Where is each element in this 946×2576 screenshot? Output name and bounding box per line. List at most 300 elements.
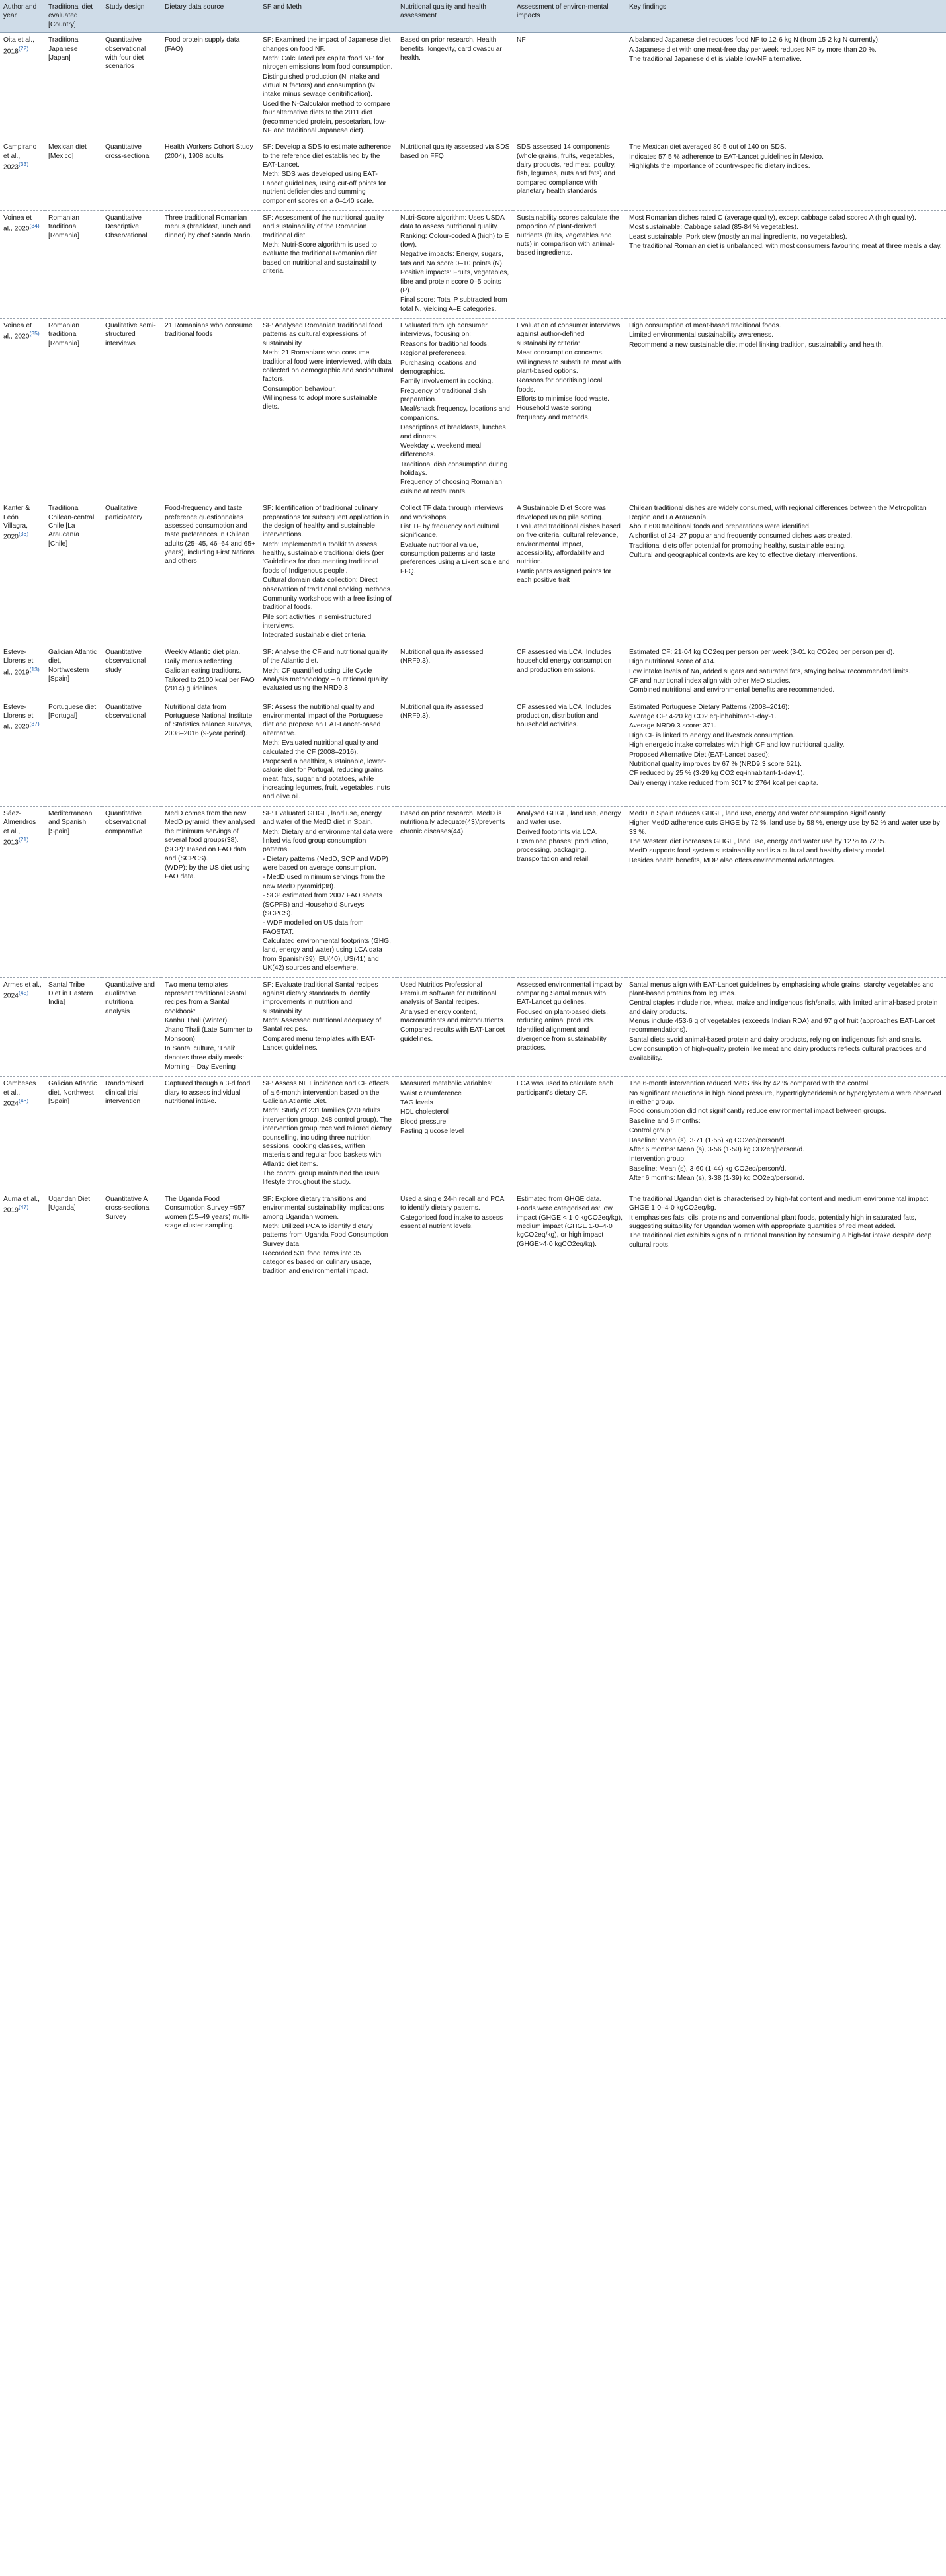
nutrition-line: HDL cholesterol xyxy=(400,1108,449,1116)
reference-link[interactable]: (34) xyxy=(29,222,40,229)
environment-cell xyxy=(513,700,626,806)
sf-meth-line: The control group maintained the usual lifestyle throughout the study. xyxy=(263,1170,381,1186)
author-cell xyxy=(0,140,45,211)
environment-line: Estimated from GHGE data. xyxy=(517,1195,602,1203)
nutrition-line: Purchasing locations and demographics. xyxy=(400,359,477,376)
design-cell xyxy=(102,319,161,501)
sf-meth-line: SF: Develop a SDS to estimate adherence to the reference diet established by the EAT-Lancet. xyxy=(263,144,392,169)
review-table xyxy=(0,0,946,1280)
findings-line: The traditional Ugandan diet is characterised by high-fat content and medium environmental impact GHGE 1·0–4·0 kgCO2eq/kg. xyxy=(629,1195,929,1212)
diet-cell xyxy=(45,645,102,700)
environment-line: Efforts to minimise food waste. xyxy=(517,395,610,403)
findings-line: Menus include 453·6 g of vegetables (exceeds Indian RDA) and 97 g of fruit (approaches EAT-Lancet recommendations). xyxy=(629,1018,935,1034)
findings-line: Limited environmental sustainability awareness. xyxy=(629,331,774,339)
table-row xyxy=(0,140,946,211)
environment-cell xyxy=(513,210,626,318)
source-line: Food-frequency and taste preference questionnaires assessed consumption and taste preferences in Chilean adults (25–45, 46–64 and 65+ years), including First Nations and others xyxy=(165,505,256,565)
source-line: Nutritional data from Portuguese National Institute of Statistics balance surveys, 2008–2016 (9-year period). xyxy=(165,703,253,737)
source-line: Morning – Day Evening xyxy=(165,1063,236,1071)
sf-meth-cell xyxy=(259,140,397,211)
sf-meth-line: Meth: SDS was developed using EAT-Lancet guidelines, using cut-off points for nutrient deficiencies and summing component scores on a 0–140 scale. xyxy=(263,171,386,205)
environment-line: Evaluation of consumer interviews against author-defined sustainability criteria: xyxy=(517,322,621,347)
reference-link[interactable]: (46) xyxy=(18,1097,29,1104)
header-nutrition: Nutritional quality and health assessment xyxy=(397,0,513,33)
environment-line: Meat consumption concerns. xyxy=(517,349,604,357)
environment-line: LCA was used to calculate each participant's dietary CF. xyxy=(517,1080,613,1097)
nutrition-line: Used Nutritics Professional Premium software for nutritional analysis of Santal recipes. xyxy=(400,981,497,1007)
findings-line: No significant reductions in high blood pressure, hypertriglyceridemia or hyperglycaemia were observed in either group. xyxy=(629,1089,941,1106)
sf-meth-line: SF: Evaluated GHGE, land use, energy and water of the MedD diet in Spain. xyxy=(263,810,382,827)
source-line: Food protein supply data (FAO) xyxy=(165,36,240,53)
source-line: Weekly Atlantic diet plan. xyxy=(165,648,241,656)
design-cell xyxy=(102,1192,161,1280)
diet-cell xyxy=(45,1077,102,1192)
environment-line: Household waste sorting frequency and methods. xyxy=(517,405,591,421)
sf-meth-line: Consumption behaviour. xyxy=(263,385,337,393)
table-row xyxy=(0,645,946,700)
sf-meth-line: Willingness to adopt more sustainable diets. xyxy=(263,395,378,411)
nutrition-line: Ranking: Colour-coded A (high) to E (low). xyxy=(400,232,509,249)
sf-meth-line: Meth: Evaluated nutritional quality and calculated the CF (2008–2016). xyxy=(263,739,378,756)
findings-line: Combined nutritional and environmental benefits are recommended. xyxy=(629,686,835,694)
findings-line: Intervention group: xyxy=(629,1155,686,1163)
source-cell xyxy=(161,645,259,700)
header-findings: Key findings xyxy=(626,0,946,33)
environment-line: NF xyxy=(517,36,526,44)
reference-link[interactable]: (47) xyxy=(18,1204,29,1211)
findings-line: Indicates 57·5 % adherence to EAT-Lancet guidelines in Mexico. xyxy=(629,153,824,161)
reference-link[interactable]: (37) xyxy=(29,720,40,727)
design-cell xyxy=(102,645,161,700)
source-line: MedD comes from the new MedD pyramid; they analysed the minimum servings of several food groups(38). xyxy=(165,810,255,844)
environment-cell xyxy=(513,319,626,501)
findings-line: The traditional Japanese diet is viable low-NF alternative. xyxy=(629,55,802,63)
findings-line: Low intake levels of Na, added sugars and saturated fats, staying below recommended limits. xyxy=(629,667,911,675)
sf-meth-line: Used the N-Calculator method to compare four alternative diets to the 2011 diet (recommended protein, pescetarian, low-NF and traditional Japanese diet). xyxy=(263,100,390,134)
diet-line: Romanian traditional [Romania] xyxy=(48,214,79,239)
design-line: Qualitative participatory xyxy=(105,505,143,521)
source-line: Captured through a 3-d food diary to assess individual nutritional intake. xyxy=(165,1080,251,1105)
environment-line: Reasons for prioritising local foods. xyxy=(517,377,603,394)
sf-meth-line: - WDP modelled on US data from FAOSTAT. xyxy=(263,919,364,936)
reference-link[interactable]: (22) xyxy=(18,44,29,52)
design-cell xyxy=(102,806,161,977)
design-line: Quantitative observational xyxy=(105,703,146,720)
findings-line: Baseline: Mean (s), 3·71 (1·55) kg CO2eq/person/d. xyxy=(629,1136,787,1144)
nutrition-line: Categorised food intake to assess essential nutrient levels. xyxy=(400,1214,503,1230)
source-line: (SCP): Based on FAO data and (SCPCS). xyxy=(165,846,247,862)
nutrition-line: Based on prior research, MedD is nutritionally adequate(43)/prevents chronic diseases(44). xyxy=(400,810,505,835)
sf-meth-line: Proposed a healthier, sustainable, lower-calorie diet for Portugal, reducing grains, meat, fats, sugar and potatoes, while increasing legumes, fruit, vegetables, nuts and olive oil. xyxy=(263,757,390,801)
nutrition-cell xyxy=(397,977,513,1077)
environment-line: Foods were categorised as: low impact (GHGE < 1·0 kgCO2eq/kg), medium impact (GHGE 1·0–4·0 kgCO2eq/kg), or high impact (GHGE>4·0 kgCO2eq/kg). xyxy=(517,1205,623,1248)
design-line: Qualitative semi-structured interviews xyxy=(105,322,156,347)
source-cell xyxy=(161,33,259,140)
sf-meth-line: Recorded 531 food items into 35 categories based on culinary usage, tradition and environmental impact. xyxy=(263,1250,372,1275)
environment-line: Focused on plant-based diets, reducing animal products. xyxy=(517,1008,608,1024)
author-cell xyxy=(0,645,45,700)
source-line: Tailored to 2100 kcal per FAO (2014) guidelines xyxy=(165,676,255,693)
header-diet: Traditional diet evaluated [Country] xyxy=(45,0,102,33)
environment-line: Identified alignment and divergence from sustainability practices. xyxy=(517,1026,607,1052)
design-cell xyxy=(102,210,161,318)
table-row xyxy=(0,700,946,806)
nutrition-line: Used a single 24-h recall and PCA to identify dietary patterns. xyxy=(400,1195,504,1212)
findings-line: High energetic intake correlates with high CF and low nutritional quality. xyxy=(629,741,845,749)
findings-line: Food consumption did not significantly reduce environmental impact between groups. xyxy=(629,1108,886,1116)
diet-cell xyxy=(45,140,102,211)
header-design: Study design xyxy=(102,0,161,33)
findings-line: Cultural and geographical contexts are key to effective dietary interventions. xyxy=(629,552,858,559)
environment-line: Evaluated traditional dishes based on five criteria: cultural relevance, environmental impact, accessibility, affordability and nutrition. xyxy=(517,522,621,566)
findings-line: The Western diet increases GHGE, land use, energy and water use by 12 % to 72 %. xyxy=(629,837,886,845)
sf-meth-line: SF: Assessment of the nutritional quality and sustainability of the Romanian traditional diet. xyxy=(263,214,384,239)
design-cell xyxy=(102,1077,161,1192)
findings-line: The Mexican diet averaged 80·5 out of 140 on SDS. xyxy=(629,144,787,151)
nutrition-cell xyxy=(397,1192,513,1280)
sf-meth-line: - Dietary patterns (MedD, SCP and WDP) were based on average consumption. xyxy=(263,855,388,872)
source-line: (WDP): by the US diet using FAO data. xyxy=(165,864,250,881)
source-line: In Santal culture, 'Thali' denotes three daily meals: xyxy=(165,1045,245,1061)
nutrition-cell xyxy=(397,140,513,211)
sf-meth-line: Meth: Implemented a toolkit to assess healthy, sustainable traditional diets (per 'Guidelines for documenting traditional foods of Indigenous people'. xyxy=(263,540,384,575)
diet-line: Romanian traditional [Romania] xyxy=(48,322,79,347)
table-row xyxy=(0,501,946,645)
design-line: Quantitative and qualitative nutritional analysis xyxy=(105,981,155,1015)
environment-line: Derived footprints via LCA. xyxy=(517,828,598,836)
environment-line: CF assessed via LCA. Includes household energy consumption and production emissions. xyxy=(517,648,612,674)
nutrition-line: Collect TF data through interviews and workshops. xyxy=(400,505,504,521)
findings-line: Estimated CF: 21·04 kg CO2eq per person per week (3·01 kg CO2eq per person per d). xyxy=(629,648,895,656)
findings-line: It emphasises fats, oils, proteins and conventional plant foods, potentially high in saturated fats, suggesting suitability for Ugandan women with appropriate quantities of red meat added. xyxy=(629,1214,916,1230)
design-line: Quantitative observational comparative xyxy=(105,810,146,835)
reference-link[interactable]: (45) xyxy=(18,989,29,996)
sf-meth-line: Compared menu templates with EAT-Lancet guidelines. xyxy=(263,1035,376,1052)
design-cell xyxy=(102,33,161,140)
diet-line: Mexican diet [Mexico] xyxy=(48,144,87,160)
sf-meth-cell xyxy=(259,501,397,645)
findings-line: Besides health benefits, MDP also offers environmental advantages. xyxy=(629,856,836,864)
nutrition-line: Nutritional quality assessed via SDS based on FFQ xyxy=(400,144,510,160)
environment-cell xyxy=(513,977,626,1077)
findings-line: After 6 months: Mean (s), 3·56 (1·50) kg CO2eq/person/d. xyxy=(629,1145,804,1153)
findings-line: A Japanese diet with one meat-free day per week reduces NF by more than 20 %. xyxy=(629,46,877,54)
author-text: Kanter & León Villagra, 2020 xyxy=(3,505,30,541)
author-text: Esteve-Llorens et al., 2019 xyxy=(3,648,34,676)
environment-line: Participants assigned points for each positive trait xyxy=(517,567,612,585)
diet-line: Galician Atlantic diet, Northwest [Spain] xyxy=(48,1080,97,1105)
findings-cell xyxy=(626,33,946,140)
sf-meth-line: SF: Analysed Romanian traditional food patterns as cultural expressions of sustainability. xyxy=(263,322,382,347)
diet-line: Portuguese diet [Portugal] xyxy=(48,703,97,720)
findings-line: Least sustainable: Pork stew (mostly animal ingredients, no vegetables). xyxy=(629,233,847,241)
nutrition-line: Negative impacts: Energy, sugars, fats and Na score 0–10 points (N). xyxy=(400,251,504,267)
findings-cell xyxy=(626,1192,946,1280)
reference-link[interactable]: (21) xyxy=(18,835,29,843)
table-row xyxy=(0,977,946,1077)
sf-meth-line: Meth: Calculated per capita 'food NF' for nitrogen emissions from food consumption. xyxy=(263,54,393,71)
sf-meth-cell xyxy=(259,1077,397,1192)
sf-meth-line: - MedD used minimum servings from the new MedD pyramid(38). xyxy=(263,874,386,890)
sf-meth-line: Meth: 21 Romanians who consume traditional food were interviewed, with data collected on demographic and sociocultural factors. xyxy=(263,349,394,384)
sf-meth-cell xyxy=(259,33,397,140)
author-text: Oita et al., 2018 xyxy=(3,36,34,55)
source-line: 21 Romanians who consume traditional foods xyxy=(165,322,253,339)
nutrition-line: Evaluated through consumer interviews, focusing on: xyxy=(400,322,488,339)
findings-line: Recommend a new sustainable diet model linking tradition, sustainability and health. xyxy=(629,341,884,349)
source-cell xyxy=(161,210,259,318)
author-cell xyxy=(0,319,45,501)
design-cell xyxy=(102,501,161,645)
sf-meth-line: SF: Explore dietary transitions and environmental sustainability implications among Ugandan women. xyxy=(263,1195,384,1221)
findings-line: Most Romanian dishes rated C (average quality), except cabbage salad scored A (high quality). xyxy=(629,214,916,222)
source-cell xyxy=(161,1077,259,1192)
header-row xyxy=(0,0,946,33)
nutrition-line: Positive impacts: Fruits, vegetables, fibre and protein score 0–5 points (P). xyxy=(400,269,509,294)
diet-cell xyxy=(45,319,102,501)
findings-line: Higher MedD adherence cuts GHGE by 72 %, land use by 58 %, energy use by 52 % and water use by 33 %. xyxy=(629,819,940,836)
sf-meth-cell xyxy=(259,319,397,501)
environment-line: A Sustainable Diet Score was developed using pile sorting. xyxy=(517,505,607,521)
diet-cell xyxy=(45,700,102,806)
findings-cell xyxy=(626,501,946,645)
findings-line: The 6-month intervention reduced MetS risk by 42 % compared with the control. xyxy=(629,1080,871,1088)
header-source: Dietary data source xyxy=(161,0,259,33)
nutrition-cell xyxy=(397,1077,513,1192)
nutrition-line: Nutri-Score algorithm: Uses USDA data to assess nutritional quality. xyxy=(400,214,505,231)
author-cell xyxy=(0,33,45,140)
nutrition-cell xyxy=(397,645,513,700)
nutrition-line: List TF by frequency and cultural significance. xyxy=(400,522,499,540)
sf-meth-line: Meth: CF quantified using Life Cycle Analysis methodology – nutritional quality evaluated using the NRD9.3 xyxy=(263,667,388,692)
source-line: Two menu templates represent traditional Santal recipes from a Santal cookbook: xyxy=(165,981,247,1015)
nutrition-cell xyxy=(397,319,513,501)
author-cell xyxy=(0,210,45,318)
sf-meth-cell xyxy=(259,1192,397,1280)
diet-cell xyxy=(45,806,102,977)
nutrition-line: Regional preferences. xyxy=(400,350,467,358)
reference-link[interactable]: (36) xyxy=(18,530,29,538)
author-text: Voinea et al., 2020 xyxy=(3,322,32,341)
nutrition-cell xyxy=(397,806,513,977)
findings-line: CF reduced by 25 % (3·29 kg CO2 eq-inhabitant-1-day-1). xyxy=(629,770,805,778)
sf-meth-cell xyxy=(259,700,397,806)
source-line: Health Workers Cohort Study (2004), 1908 adults xyxy=(165,144,253,160)
findings-line: MedD in Spain reduces GHGE, land use, energy and water consumption significantly. xyxy=(629,810,887,817)
sf-meth-line: SF: Examined the impact of Japanese diet changes on food NF. xyxy=(263,36,391,53)
nutrition-line: Analysed energy content, macronutrients and micronutrients. xyxy=(400,1008,505,1024)
findings-line: Santal menus align with EAT-Lancet guidelines by emphasising whole grains, starchy vegetables and plant-based proteins from legumes. xyxy=(629,981,934,997)
findings-line: After 6 months: Mean (s), 3·38 (1·39) kg CO2eq/person/d. xyxy=(629,1175,804,1182)
diet-line: Mediterranean and Spanish [Spain] xyxy=(48,810,93,835)
author-text: Armes et al., 2024 xyxy=(3,981,42,1000)
findings-cell xyxy=(626,806,946,977)
source-cell xyxy=(161,700,259,806)
nutrition-line: Descriptions of breakfasts, lunches and dinners. xyxy=(400,424,506,440)
nutrition-line: Frequency of traditional dish preparation. xyxy=(400,387,486,403)
environment-cell xyxy=(513,806,626,977)
diet-line: Traditional Chilean-central Chile [La Araucanía [Chile] xyxy=(48,505,95,548)
findings-line: Proposed Alternative Diet (EAT-Lancet based): xyxy=(629,751,770,759)
nutrition-line: Fasting glucose level xyxy=(400,1128,464,1136)
findings-line: A shortlist of 24–27 popular and frequently consumed dishes was created. xyxy=(629,532,853,540)
header-author: Author and year xyxy=(0,0,45,33)
nutrition-line: Nutritional quality assessed (NRF9.3). xyxy=(400,648,484,665)
author-cell xyxy=(0,977,45,1077)
diet-line: Ugandan Diet [Uganda] xyxy=(48,1195,90,1212)
design-line: Quantitative observational with four diet scenarios xyxy=(105,36,146,71)
source-cell xyxy=(161,806,259,977)
nutrition-line: Meal/snack frequency, locations and companions. xyxy=(400,405,510,422)
findings-line: Nutritional quality improves by 67 % (NRD9.3 score 621). xyxy=(629,760,802,768)
source-line: Three traditional Romanian menus (breakfast, lunch and dinner) by chef Sanda Marin. xyxy=(165,214,253,239)
sf-meth-cell xyxy=(259,645,397,700)
environment-line: Sustainability scores calculate the proportion of plant-derived nutrients (fruits, vegetables and nuts) in comparison with animal-based ingredients. xyxy=(517,214,619,257)
nutrition-line: Final score: Total P subtracted from total N, yielding A–E categories. xyxy=(400,296,507,313)
nutrition-cell xyxy=(397,33,513,140)
findings-line: Chilean traditional dishes are widely consumed, with regional differences between the Metropolitan Region and La Araucanía. xyxy=(629,505,927,521)
findings-line: The traditional Romanian diet is unbalanced, with most consumers favouring meat at three meals a day. xyxy=(629,243,942,250)
findings-cell xyxy=(626,977,946,1077)
diet-line: Traditional Japanese [Japan] xyxy=(48,36,80,62)
diet-cell xyxy=(45,33,102,140)
findings-line: High CF is linked to energy and livestock consumption. xyxy=(629,731,795,739)
nutrition-cell xyxy=(397,210,513,318)
sf-meth-line: - SCP estimated from 2007 FAO sheets (SCPFB) and Household Surveys (SCPCS). xyxy=(263,892,382,917)
author-cell xyxy=(0,806,45,977)
author-cell xyxy=(0,1192,45,1280)
sf-meth-line: Meth: Study of 231 families (270 adults intervention group, 248 control group). The intervention group received tailored dietary counselling, including three nutrition sessions, cooking classes, written materials and regular food baskets with Atlantic diet items. xyxy=(263,1107,392,1168)
nutrition-line: Traditional dish consumption during holidays. xyxy=(400,460,508,477)
environment-line: Willingness to substitute meat with plant-based options. xyxy=(517,358,621,375)
author-text: Campirano et al., 2023 xyxy=(3,144,37,171)
findings-line: High nutritional score of 414. xyxy=(629,658,716,666)
sf-meth-line: Meth: Dietary and environmental data were linked via food group consumption patterns. xyxy=(263,828,393,854)
environment-line: SDS assessed 14 components (whole grains, fruits, vegetables, dairy products, red meat, poultry, fish, legumes, nuts and fats) and compared compliance with planetary health standards xyxy=(517,144,616,196)
sf-meth-line: SF: Identification of traditional culinary preparations for subsequent application in the design of healthy and sustainable interventions. xyxy=(263,505,390,539)
findings-cell xyxy=(626,700,946,806)
findings-cell xyxy=(626,210,946,318)
environment-cell xyxy=(513,33,626,140)
nutrition-cell xyxy=(397,501,513,645)
table-row xyxy=(0,1192,946,1280)
author-text: Cambeses et al., 2024 xyxy=(3,1080,36,1108)
findings-line: Baseline: Mean (s), 3·60 (1·44) kg CO2eq/person/d. xyxy=(629,1165,787,1173)
source-cell xyxy=(161,977,259,1077)
source-cell xyxy=(161,319,259,501)
findings-line: CF and nutritional index align with other MeD studies. xyxy=(629,677,791,685)
findings-cell xyxy=(626,140,946,211)
sf-meth-line: SF: Assess the nutritional quality and environmental impact of the Portuguese diet and propose an EAT-Lancet-based alternative. xyxy=(263,703,384,737)
sf-meth-line: SF: Assess NET incidence and CF effects of a 6-month intervention based on the Galician Atlantic Diet. xyxy=(263,1080,389,1105)
table-row xyxy=(0,1077,946,1192)
diet-line: Galician Atlantic diet, Northwestern [Spain] xyxy=(48,648,97,683)
findings-line: The traditional diet exhibits signs of nutritional transition by consuming a high-fat intake despite deep cultural roots. xyxy=(629,1232,932,1249)
environment-cell xyxy=(513,140,626,211)
findings-line: Daily energy intake reduced from 3017 to 2764 kcal per capita. xyxy=(629,779,819,787)
diet-line: Santal Tribe Diet in Eastern India] xyxy=(48,981,93,1007)
findings-line: Average NRD9.3 score: 371. xyxy=(629,722,716,730)
sf-meth-cell xyxy=(259,210,397,318)
sf-meth-line: Cultural domain data collection: Direct observation of traditional cooking methods. xyxy=(263,577,392,593)
nutrition-line: Measured metabolic variables: xyxy=(400,1080,493,1088)
findings-line: Highlights the importance of country-specific dietary indices. xyxy=(629,163,810,170)
nutrition-line: Reasons for traditional foods. xyxy=(400,340,489,348)
sf-meth-line: Meth: Nutri-Score algorithm is used to evaluate the traditional Romanian diet based on nutritional and sustainability criteria. xyxy=(263,241,377,276)
table-row xyxy=(0,210,946,318)
design-line: Randomised clinical trial intervention xyxy=(105,1080,144,1105)
source-line: Jhano Thali (Late Summer to Monsoon) xyxy=(165,1026,253,1043)
author-text: Esteve-Llorens et al., 2020 xyxy=(3,703,34,731)
findings-line: Baseline and 6 months: xyxy=(629,1117,701,1125)
header-sfmeth: SF and Meth xyxy=(259,0,397,33)
findings-line: Average CF: 4·20 kg CO2 eq-inhabitant-1-day-1. xyxy=(629,713,777,720)
sf-meth-line: Meth: Assessed nutritional adequacy of Santal recipes. xyxy=(263,1017,382,1034)
reference-link[interactable]: (33) xyxy=(18,161,29,167)
sf-meth-cell xyxy=(259,977,397,1077)
diet-cell xyxy=(45,977,102,1077)
author-cell xyxy=(0,1077,45,1192)
diet-cell xyxy=(45,1192,102,1280)
diet-cell xyxy=(45,210,102,318)
source-cell xyxy=(161,501,259,645)
design-cell xyxy=(102,977,161,1077)
table-row xyxy=(0,33,946,140)
findings-line: Low consumption of high-quality protein like meat and dairy products reflects cultural practices and availability. xyxy=(629,1046,927,1062)
table-body xyxy=(0,33,946,1281)
findings-cell xyxy=(626,319,946,501)
author-text: Sáez-Almendros et al., 2013 xyxy=(3,810,36,847)
design-line: Quantitative Descriptive Observational xyxy=(105,214,148,239)
findings-line: Most sustainable: Cabbage salad (85·84 % vegetables). xyxy=(629,224,798,231)
reference-link[interactable]: (35) xyxy=(29,330,40,337)
findings-line: High consumption of meat-based traditional foods. xyxy=(629,322,781,329)
table-row xyxy=(0,806,946,977)
nutrition-cell xyxy=(397,700,513,806)
findings-line: Control group: xyxy=(629,1127,673,1135)
findings-line: A balanced Japanese diet reduces food NF to 12·6 kg N (from 15·2 kg N currently). xyxy=(629,36,880,44)
environment-cell xyxy=(513,645,626,700)
reference-link[interactable]: (13) xyxy=(29,665,40,673)
nutrition-line: Nutritional quality assessed (NRF9.3). xyxy=(400,703,484,720)
nutrition-line: TAG levels xyxy=(400,1099,433,1106)
nutrition-line: Waist circumference xyxy=(400,1089,462,1097)
sf-meth-line: Integrated sustainable diet criteria. xyxy=(263,632,367,640)
nutrition-line: Evaluate nutritional value, consumption patterns and taste preferences using a Likert scale and FFQ. xyxy=(400,541,510,575)
nutrition-line: Blood pressure xyxy=(400,1118,447,1126)
findings-line: MedD supports food system sustainability and is a cultural and healthy dietary model. xyxy=(629,847,886,855)
author-text: Auma et al., 2019 xyxy=(3,1195,40,1214)
environment-cell xyxy=(513,501,626,645)
findings-line: About 600 traditional foods and preparations were identified. xyxy=(629,522,811,530)
nutrition-line: Based on prior research, Health benefits: longevity, cardiovascular health. xyxy=(400,36,502,62)
sf-meth-line: Community workshops with a free listing of traditional foods. xyxy=(263,595,392,612)
design-line: Quantitative A cross-sectional Survey xyxy=(105,1195,151,1221)
findings-cell xyxy=(626,1077,946,1192)
nutrition-line: Frequency of choosing Romanian cuisine at restaurants. xyxy=(400,479,502,495)
design-cell xyxy=(102,700,161,806)
design-line: Quantitative cross-sectional xyxy=(105,144,151,160)
source-cell xyxy=(161,140,259,211)
header-environment: Assessment of environ-mental impacts xyxy=(513,0,626,33)
source-cell xyxy=(161,1192,259,1280)
environment-line: Examined phases: production, processing, packaging, transportation and retail. xyxy=(517,837,609,863)
design-line: Quantitative observational study xyxy=(105,648,146,674)
nutrition-line: Family involvement in cooking. xyxy=(400,378,494,386)
sf-meth-line: Meth: Utilized PCA to identify dietary patterns from Uganda Food Consumption Survey data. xyxy=(263,1222,388,1248)
sf-meth-line: Distinguished production (N intake and virtual N factors) and consumption (N intake minus sewage denitrification). xyxy=(263,73,380,99)
findings-line: Santal diets avoid animal-based protein and dairy products, relying on indigenous fish and snails. xyxy=(629,1036,922,1044)
